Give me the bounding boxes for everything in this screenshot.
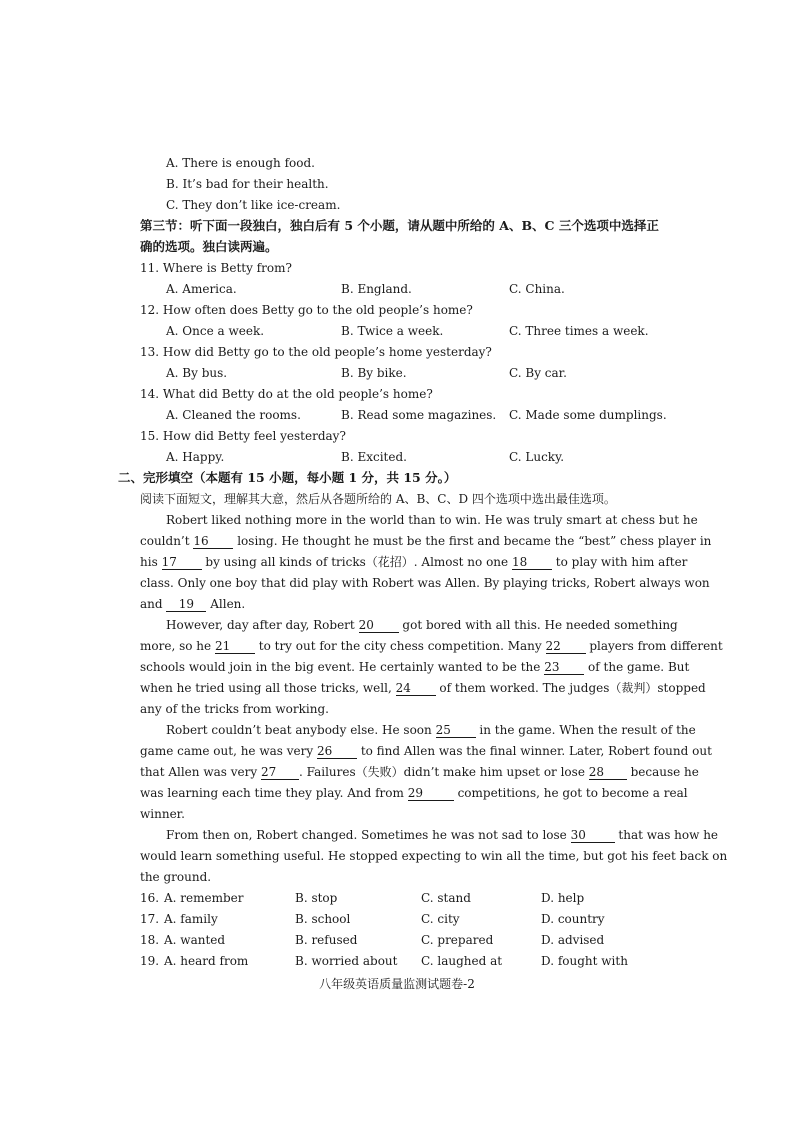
- passage-p2-line1: However, day after day, Robert 20 got bored with all this. He needed something: [166, 618, 678, 632]
- passage-p1-line2: couldn’t 16 losing. He thought he must be the first and became the “best” chess player in: [140, 534, 712, 548]
- passage-p4-line3: the ground.: [140, 870, 212, 884]
- cloze-option-number: 19.: [140, 954, 160, 968]
- blank-26: 26: [317, 745, 357, 759]
- q11-option-b: B. England.: [341, 282, 412, 296]
- cloze-option-d: D. advised: [541, 933, 605, 947]
- passage-p1-line3: his 17 by using all kinds of tricks（花招）. Almost no one 18 to play with him after: [140, 555, 688, 569]
- blank-19: 19: [166, 598, 206, 612]
- cloze-option-number: 18.: [140, 933, 160, 947]
- passage-p1-line4: class. Only one boy that did play with Robert was Allen. By playing tricks, Robert always won: [140, 576, 710, 590]
- passage-p1-line5: and 19 Allen.: [140, 597, 246, 611]
- passage-p3-line5: winner.: [140, 807, 185, 821]
- blank-23: 23: [544, 661, 584, 675]
- cloze-option-a: A. remember: [164, 891, 244, 905]
- cloze-option-number: 16.: [140, 891, 160, 905]
- cloze-option-b: B. school: [295, 912, 351, 926]
- question-15: 15. How did Betty feel yesterday?: [140, 429, 346, 443]
- section3-heading-line2: 确的选项。独白读两遍。: [140, 239, 278, 254]
- cloze-option-c: C. stand: [421, 891, 471, 905]
- cloze-option-d: D. country: [541, 912, 605, 926]
- blank-24: 24: [396, 682, 436, 696]
- blank-21: 21: [215, 640, 255, 654]
- passage-p3-line2: game came out, he was very 26 to find Allen was the final winner. Later, Robert found out: [140, 744, 712, 758]
- passage-p3-line4: was learning each time they play. And from 29 competitions, he got to become a real: [140, 786, 688, 800]
- question-12: 12. How often does Betty go to the old people’s home?: [140, 303, 473, 317]
- blank-27: 27: [261, 766, 299, 780]
- passage-p2-line3: schools would join in the big event. He certainly wanted to be the 23 of the game. But: [140, 660, 690, 674]
- cloze-option-c: C. city: [421, 912, 460, 926]
- cloze-option-a: A. wanted: [164, 933, 226, 947]
- passage-p2-line5: any of the tricks from working.: [140, 702, 329, 716]
- passage-p4-line1: From then on, Robert changed. Sometimes he was not sad to lose 30 that was how he: [166, 828, 719, 842]
- q14-option-c: C. Made some dumplings.: [509, 408, 667, 422]
- q12-option-a: A. Once a week.: [166, 324, 265, 338]
- cloze-option-b: B. worried about: [295, 954, 398, 968]
- question-11: 11. Where is Betty from?: [140, 261, 292, 275]
- section3-heading-line1: 第三节：听下面一段独白，独白后有 5 个小题，请从题中所给的 A、B、C 三个选项中选择正: [140, 218, 659, 233]
- blank-20: 20: [359, 619, 399, 633]
- q15-option-a: A. Happy.: [166, 450, 225, 464]
- blank-30: 30: [571, 829, 615, 843]
- cloze-option-c: C. laughed at: [421, 954, 503, 968]
- cloze-option-d: D. fought with: [541, 954, 628, 968]
- page-footer: 八年级英语质量监测试题卷-2: [319, 977, 475, 991]
- q11-option-c: C. China.: [509, 282, 565, 296]
- blank-17: 17: [162, 556, 202, 570]
- blank-18: 18: [512, 556, 552, 570]
- q13-option-a: A. By bus.: [166, 366, 228, 380]
- blank-22: 22: [546, 640, 586, 654]
- q13-option-c: C. By car.: [509, 366, 567, 380]
- passage-p3-line3: that Allen was very 27 . Failures（失败）didn’t make him upset or lose 28 because he: [140, 765, 699, 779]
- passage-p2-line2: more, so he 21 to try out for the city chess competition. Many 22 players from different: [140, 639, 723, 653]
- q14-option-b: B. Read some magazines.: [341, 408, 497, 422]
- cloze-option-d: D. help: [541, 891, 585, 905]
- blank-25: 25: [436, 724, 476, 738]
- cloze-option-number: 17.: [140, 912, 160, 926]
- q15-option-b: B. Excited.: [341, 450, 407, 464]
- q12-option-c: C. Three times a week.: [509, 324, 649, 338]
- blank-16: 16: [193, 535, 233, 549]
- q11-option-a: A. America.: [166, 282, 237, 296]
- blank-29: 29: [408, 787, 454, 801]
- question-14: 14. What did Betty do at the old people’s home?: [140, 387, 433, 401]
- q12-option-b: B. Twice a week.: [341, 324, 444, 338]
- cloze-option-b: B. refused: [295, 933, 358, 947]
- passage-p2-line4: when he tried using all those tricks, well, 24 of them worked. The judges（裁判）stopped: [140, 681, 706, 695]
- prev-option-b: B. It’s bad for their health.: [166, 177, 329, 191]
- passage-p1-line1: Robert liked nothing more in the world than to win. He was truly smart at chess but he: [166, 513, 698, 527]
- cloze-option-a: A. family: [164, 912, 218, 926]
- cloze-option-c: C. prepared: [421, 933, 494, 947]
- cloze-option-a: A. heard from: [164, 954, 249, 968]
- question-13: 13. How did Betty go to the old people’s home yesterday?: [140, 345, 492, 359]
- q14-option-a: A. Cleaned the rooms.: [166, 408, 301, 422]
- q15-option-c: C. Lucky.: [509, 450, 565, 464]
- prev-option-a: A. There is enough food.: [166, 156, 315, 170]
- cloze-heading: 二、完形填空（本题有 15 小题，每小题 1 分，共 15 分。）: [118, 470, 457, 485]
- blank-28: 28: [589, 766, 627, 780]
- prev-option-c: C. They don’t like ice-cream.: [166, 198, 341, 212]
- cloze-option-b: B. stop: [295, 891, 338, 905]
- cloze-instruction: 阅读下面短文，理解其大意，然后从各题所给的 A、B、C、D 四个选项中选出最佳选项。: [140, 492, 616, 506]
- passage-p4-line2: would learn something useful. He stopped expecting to win all the time, but got his feet back on: [140, 849, 728, 863]
- passage-p3-line1: Robert couldn’t beat anybody else. He soon 25 in the game. When the result of the: [166, 723, 696, 737]
- q13-option-b: B. By bike.: [341, 366, 407, 380]
